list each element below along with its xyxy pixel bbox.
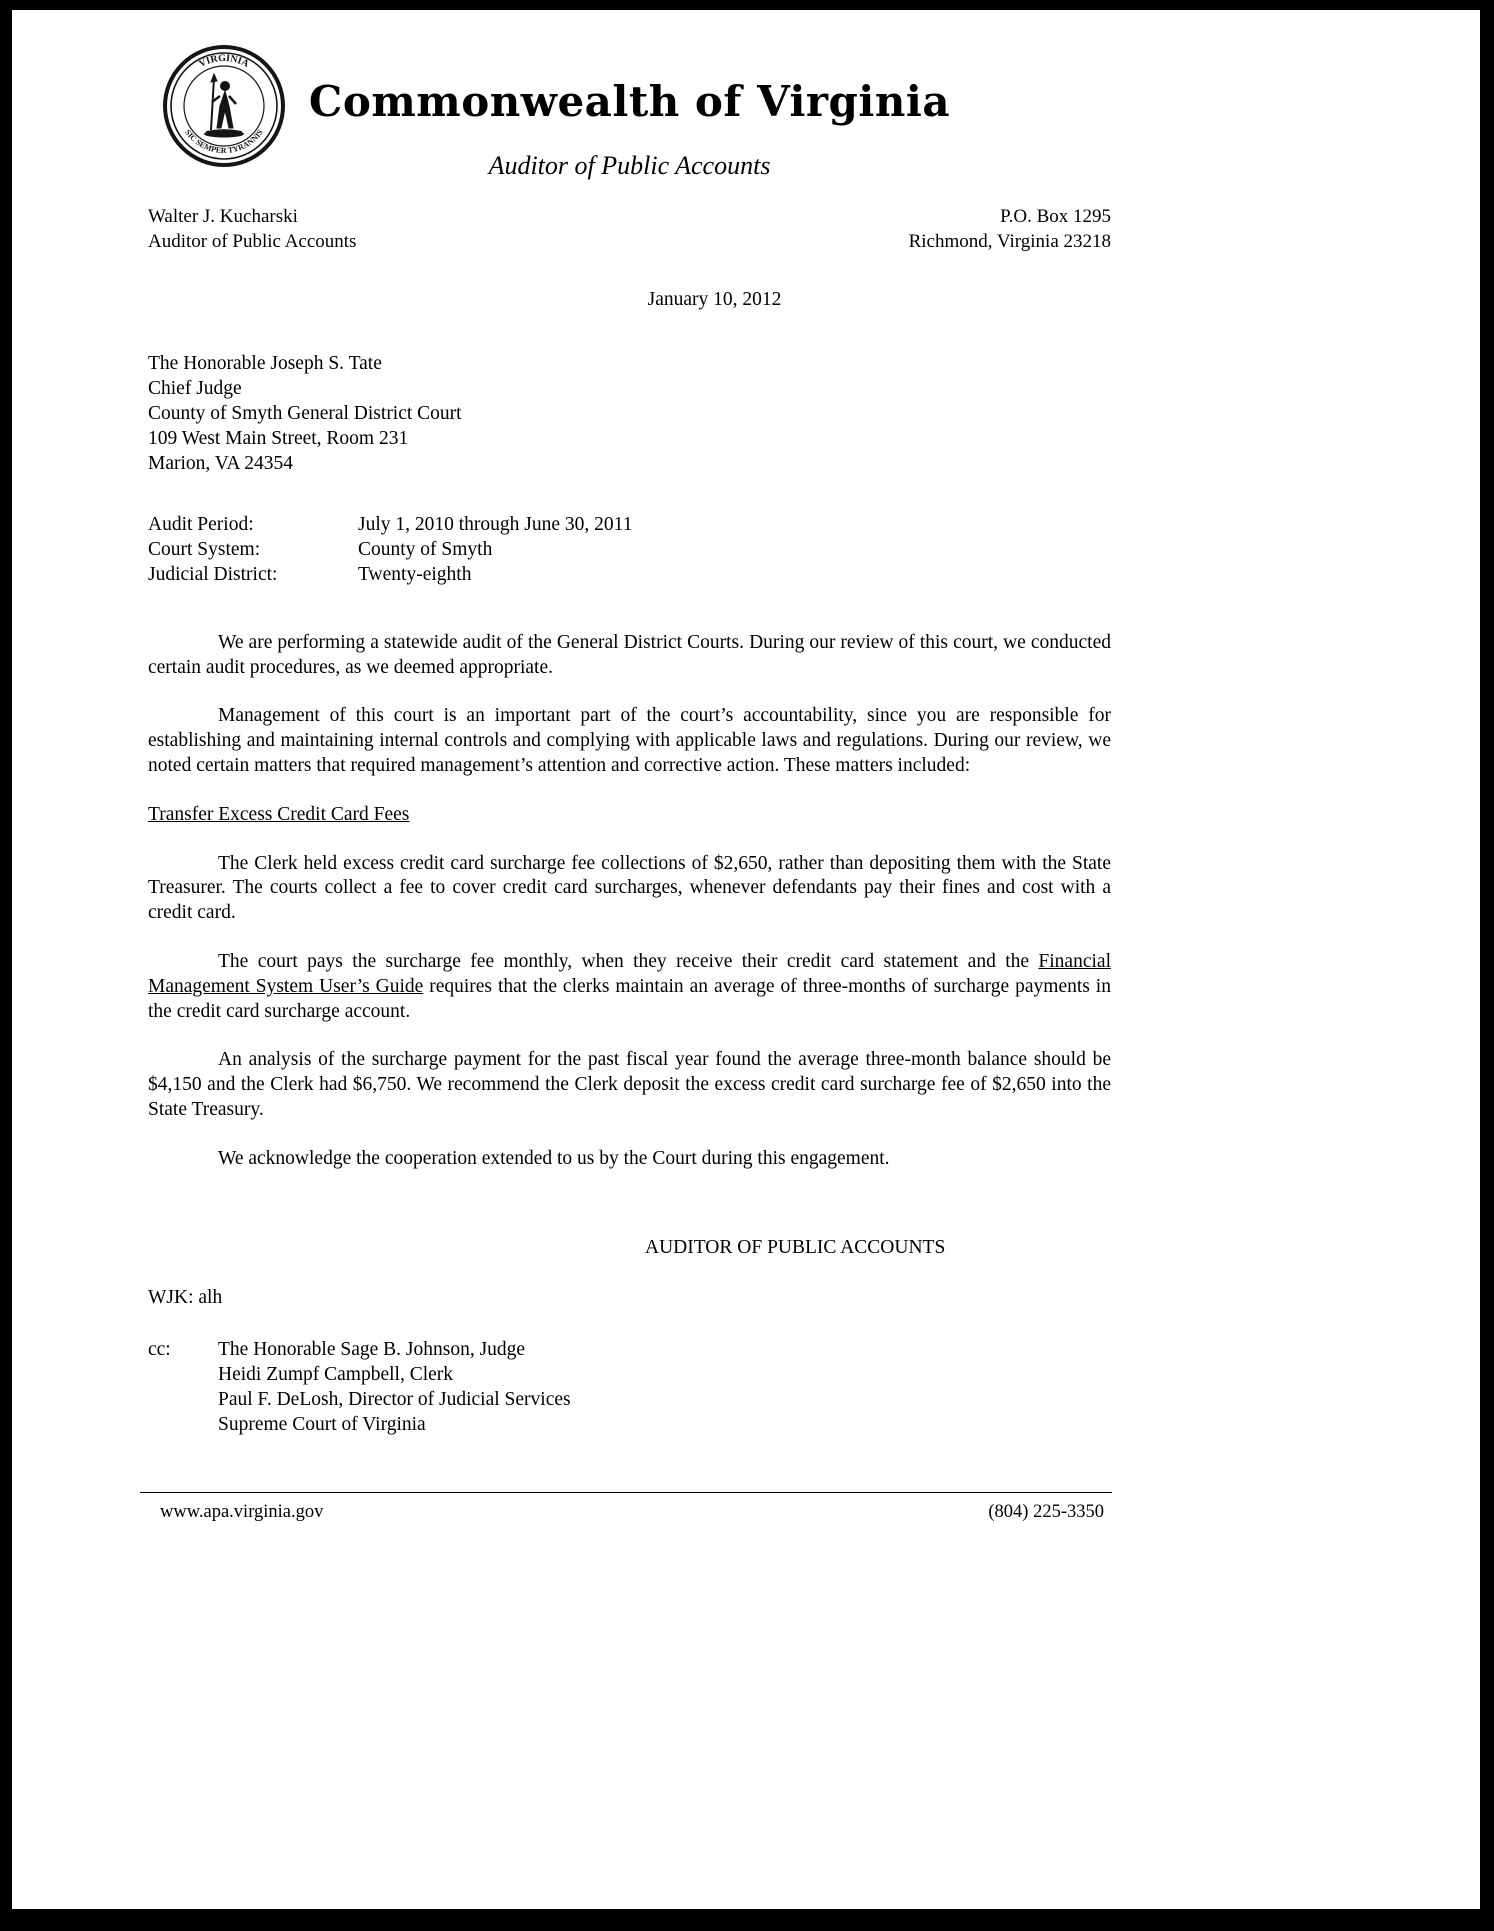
signature-organization: AUDITOR OF PUBLIC ACCOUNTS xyxy=(645,1236,946,1258)
recipient-block xyxy=(148,351,1111,476)
court-system-value: County of Smyth xyxy=(358,538,493,560)
cc-recipient-line: Supreme Court of Virginia xyxy=(218,1414,426,1436)
paragraph-4-text: requires that the clerks maintain an average of three-months of surcharge payments in the credit card surcharge account. xyxy=(148,975,1111,1022)
paragraph-4-text: The court pays the surcharge fee monthly, when they receive their credit card statement and the xyxy=(218,950,1039,972)
sender-address-block xyxy=(909,204,1111,254)
sender-title: Auditor of Public Accounts xyxy=(148,231,357,252)
judicial-district-label: Judicial District: xyxy=(148,563,278,585)
letter-date: January 10, 2012 xyxy=(647,289,782,310)
footer-website: www.apa.virginia.gov xyxy=(160,1502,324,1522)
audit-info-row xyxy=(148,537,1111,562)
letter-content xyxy=(12,78,1480,1437)
judicial-district-value: Twenty-eighth xyxy=(358,563,472,585)
audit-info-row xyxy=(148,562,1111,587)
cc-block xyxy=(148,1337,1111,1437)
letter-page xyxy=(12,10,1480,1909)
cc-recipient-line: Paul F. DeLosh, Director of Judicial Services xyxy=(218,1389,571,1411)
body-paragraph-6: We acknowledge the cooperation extended to us by the Court during this engagement. xyxy=(218,1147,890,1169)
section-heading: Transfer Excess Credit Card Fees xyxy=(148,803,410,825)
cc-label: cc: xyxy=(148,1339,171,1361)
seal-top-text: VIRGINIA xyxy=(197,52,251,70)
recipient-line: Chief Judge xyxy=(148,377,242,399)
letterhead-subtitle: Auditor of Public Accounts xyxy=(488,151,771,180)
seal-motto-text: SIC SEMPER TYRANNIS xyxy=(183,127,265,156)
cc-recipient-line: Heidi Zumpf Campbell, Clerk xyxy=(218,1364,454,1386)
fms-users-guide-reference: Financial Management System User’s Guide xyxy=(148,950,1111,997)
body-paragraph-2: Management of this court is an important part of the court’s accountability, since you are responsible for establishing and maintaining internal controls and complying with applicable laws and regulations. During our review, we noted certain matters that required management’s attention and corrective action. These matters included: xyxy=(148,705,1111,776)
body-paragraph-3: The Clerk held excess credit card surcharge fee collections of $2,650, rather than depositing them with the State Treasurer. The courts collect a fee to cover credit card surcharges, whenever defendants pay their fines and cost with a credit card. xyxy=(148,852,1111,924)
body-paragraph-4 xyxy=(148,950,1111,1024)
audit-period-value: July 1, 2010 through June 30, 2011 xyxy=(358,513,633,535)
cc-recipient-line: The Honorable Sage B. Johnson, Judge xyxy=(218,1339,526,1361)
court-system-label: Court System: xyxy=(148,538,261,560)
typist-initials: WJK: alh xyxy=(148,1287,223,1309)
recipient-line: The Honorable Joseph S. Tate xyxy=(148,352,382,374)
sender-po-box: P.O. Box 1295 xyxy=(1000,206,1111,227)
recipient-line: Marion, VA 24354 xyxy=(148,452,294,474)
audit-info-row xyxy=(148,512,1111,537)
footer-phone: (804) 225-3350 xyxy=(988,1502,1104,1522)
recipient-line: 109 West Main Street, Room 231 xyxy=(148,427,409,449)
audit-period-label: Audit Period: xyxy=(148,513,254,535)
letterhead-title: Commonwealth of Virginia xyxy=(308,77,951,126)
page-footer xyxy=(140,1492,1112,1523)
recipient-line: County of Smyth General District Court xyxy=(148,402,462,424)
cc-recipients xyxy=(218,1337,1111,1437)
body-paragraph-1: We are performing a statewide audit of the General District Courts. During our review of this court, we conducted certain audit procedures, as we deemed appropriate. xyxy=(148,631,1111,678)
body-paragraph-5: An analysis of the surcharge payment for the past fiscal year found the average three-month balance should be $4,150 and the Clerk had $6,750. We recommend the Clerk deposit the excess credit card surcharge fee of $2,650 into the State Treasury. xyxy=(148,1049,1111,1120)
sender-block xyxy=(148,204,356,254)
audit-info-block xyxy=(148,512,1111,587)
sender-city-line: Richmond, Virginia 23218 xyxy=(908,231,1111,252)
sender-name: Walter J. Kucharski xyxy=(148,206,298,227)
sender-address-row xyxy=(148,204,1111,254)
